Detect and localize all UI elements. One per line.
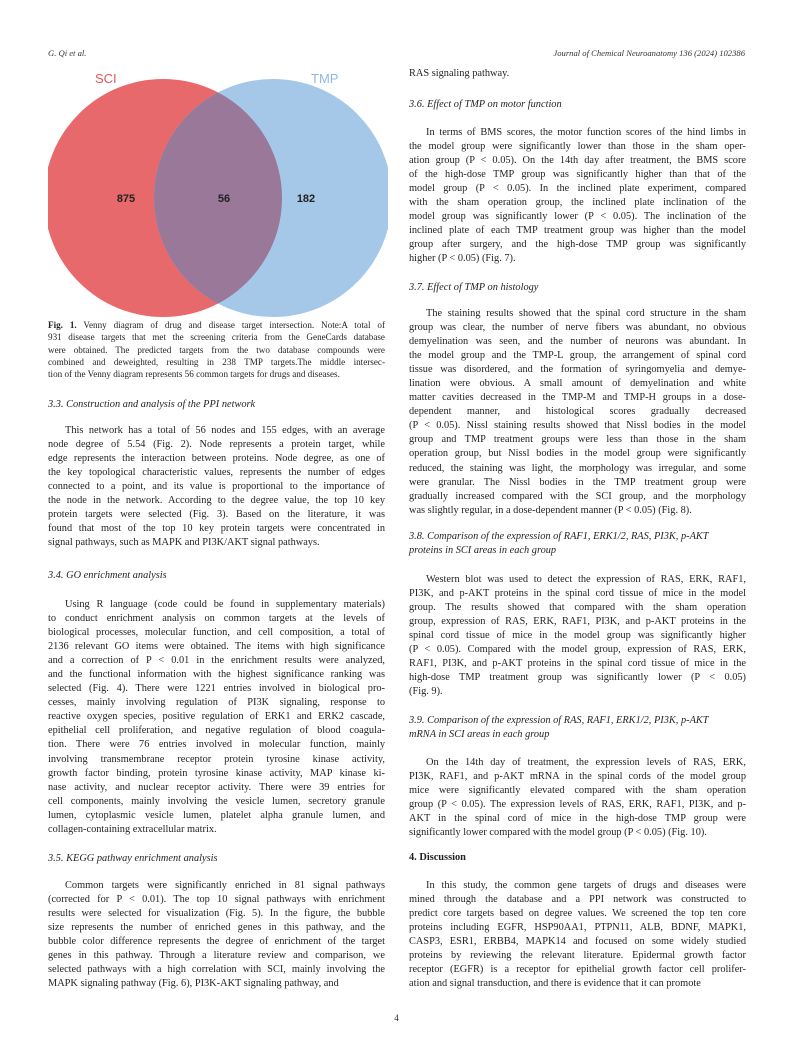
text-line: epithelial cell proliferation, and negative regulation of blood coagula- <box>48 725 385 737</box>
venn-label-tmp: TMP <box>311 71 339 86</box>
section-title-line: mRNA in SCI areas in each group <box>409 729 550 740</box>
text-line: with the sham operation group, the inclined plate inclination of the <box>409 197 746 209</box>
text-line: Common targets were significantly enriched in 81 signal pathways <box>65 880 385 891</box>
text-line: group was clear, the number of nerve fibers was abundant, no obvious <box>409 322 746 334</box>
text-line: the model group were significantly lower than those in the sham oper- <box>409 141 746 153</box>
section-title-3-5: 3.5. KEGG pathway enrichment analysis <box>48 853 218 864</box>
text-line: genes in this pathway. Through a literature review and comparison, we <box>48 950 385 962</box>
section-title-line: proteins in SCI areas in each group <box>409 545 557 556</box>
text-line: operation group, but Nissl bodies in the model group were significantly <box>409 448 746 460</box>
text-line: significantly lower compared with the model group (P < 0.05) (Fig. 10). <box>409 827 707 839</box>
text-line: signal pathways, such as MAPK and PI3K/AKT signal pathways. <box>48 537 320 549</box>
text-line: mice were significantly elevated compared with the sham operation <box>409 785 746 797</box>
text-line: In this study, the common gene targets of drugs and diseases were <box>426 880 746 891</box>
section-title-line: 3.9. Comparison of the expression of RAS, RAF1, ERK1/2, PI3K, p-AKT <box>409 715 709 726</box>
paragraph-3-8 <box>409 573 746 699</box>
text-line: high-dose TMP treatment group was significantly lower (P < 0.05) <box>409 672 746 684</box>
text-line: group. The results showed that compared with the sham operation <box>409 602 746 614</box>
text-line: nase activity, and nuclear receptor activity. There were 39 entries for <box>48 781 385 793</box>
text-line: to conduct enrichment analysis on common targets at the levels of <box>48 613 385 625</box>
text-line: cell components, mainly involving the vesicle lumen, secretory granule <box>48 795 385 807</box>
section-title-3-8 <box>409 530 746 558</box>
text-line: matter cavities decreased in the TMP-M and TMP-H groups in a dose- <box>409 392 746 404</box>
venn-count-overlap: 56 <box>217 193 231 205</box>
paragraph-3-6 <box>409 126 746 266</box>
caption-line: were obtained. The predicted targets from the two database compounds were <box>48 344 385 355</box>
text-line: proteins by reviewing the relevant literature. Epidermal growth factor <box>409 950 746 962</box>
figure-caption: Fig. 1. Venny diagram of drug and disease target intersection. Note:A total of 931 disease targets that met the screening criteria from the GeneCards database were obtained. The predicted targets from the two database compounds were combined and deweighted, resulting in 238 TMP targets.The middle intersec- tion of the Venny diagram represents 56 common targets for drugs and diseases. <box>48 320 386 380</box>
text-line: In terms of BMS scores, the motor function scores of the hind limbs in <box>426 127 746 138</box>
venn-diagram <box>48 65 388 335</box>
text-line: demyelination was seen, and the number of neurons was abundant. In <box>409 336 746 348</box>
running-header-authors: G. Qi et al. <box>48 48 87 58</box>
text-line: selected pathways with a high correlation with SCI, mainly involving the <box>48 964 385 976</box>
text-line: involving transmembrane receptor protein tyrosine kinase activity, <box>48 753 385 765</box>
section-title-3-9 <box>409 714 746 742</box>
text-line: (P < 0.05). Nissl staining results showed that Nissl bodies in the model <box>409 420 746 432</box>
text-line: proteins including EGFR, HSP90AA1, PTPN11, ALB, BDNF, MAPK1, <box>409 922 746 934</box>
text-line: and the functional information with the highest significance ranking was <box>48 669 385 681</box>
text-line: gradually increased compared with the SCI group, and the morphology <box>409 490 746 502</box>
text-line: the model group and the TMP-L group, the arrangement of spinal cord <box>409 350 746 362</box>
text-line: dependent manner, and histological scores gradually decreased <box>409 406 746 418</box>
caption-line: Venny diagram of drug and disease target intersection. Note:A total of <box>83 320 386 330</box>
text-line: lumen, cytoplasmic vesicle lumen, platelet alpha granule lumen, and <box>48 809 385 821</box>
text-line: biological processes, molecular function, and cell composition, a total of <box>48 627 385 639</box>
text-line: size represents the number of enriched genes in this pathway, and the <box>48 922 385 934</box>
text-line: node degree of 5.54 (Fig. 2). Node represents a protein target, while <box>48 439 385 451</box>
text-line: group, expression of RAS, ERK, RAF1, PI3K, and p-AKT proteins in the <box>409 616 746 628</box>
page-number: 4 <box>394 1013 399 1023</box>
text-line: group and TMP treatment groups were less than those in the sham <box>409 434 746 446</box>
text-line: group (P < 0.05). The expression levels of RAS, ERK, RAF1, PI3K, and p- <box>409 799 746 811</box>
text-line: the key topological characteristic values, represents the number of edges <box>48 467 385 479</box>
text-line: found that most of the top 10 key protein targets were concentrated in <box>48 523 385 535</box>
text-line: collagen-containing extracellular matrix. <box>48 823 217 835</box>
text-line: spinal cord tissue of mice in the model group was significantly higher <box>409 630 746 642</box>
text-line: MAPK signaling pathway (Fig. 6), PI3K-AKT signaling pathway, and <box>48 978 339 990</box>
text-line: predict core targets based on degree values. We screened the top ten core <box>409 908 746 920</box>
text-line: (corrected for P < 0.01). The top 10 signal pathways with enrichment <box>48 894 385 906</box>
paragraph-4 <box>409 879 746 991</box>
text-line: model group was significantly lower (P < 0.05). The inclination of the <box>409 211 746 223</box>
paragraph-3-7 <box>409 307 746 518</box>
text-line: tion. There were 76 entries involved in molecular function, mainly <box>48 739 385 751</box>
text-line: (Fig. 9). <box>409 686 443 698</box>
caption-line: 931 disease targets that met the screening criteria from the GeneCards database <box>48 332 385 343</box>
text-line: edge represents the interaction between proteins. Node degree, as one of <box>48 453 385 465</box>
section-title-4: 4. Discussion <box>409 852 466 863</box>
text-line: CASP3, ESR1, ERBB4, MAPK14 and focused on some widely studied <box>409 936 746 948</box>
text-line: The staining results showed that the spinal cord structure in the sham <box>426 308 746 319</box>
text-line: of the high-dose TMP group was significantly higher than that of the <box>409 169 746 181</box>
text-line: cesses, mainly involving regulation of PI3K signaling, response to <box>48 697 385 709</box>
text-line: model group (P < 0.05). In the inclined plate experiment, compared <box>409 183 746 195</box>
section-title-3-7: 3.7. Effect of TMP on histology <box>409 282 539 293</box>
paragraph-3-5 <box>48 879 385 991</box>
text-line: growth factor binding, protein tyrosine kinase activity, MAP kinase ki- <box>48 767 385 779</box>
text-line: RAF1, PI3K, and p-AKT proteins in the spinal cord tissue of mice in the <box>409 658 746 670</box>
section-title-3-4: 3.4. GO enrichment analysis <box>48 570 167 581</box>
text-line: 2136 relevant GO items were obtained. The items with high significance <box>48 641 385 653</box>
venn-count-tmp: 182 <box>296 193 316 205</box>
section-title-3-6: 3.6. Effect of TMP on motor function <box>409 99 562 110</box>
text-line: Western blot was used to detect the expression of RAS, ERK, RAF1, <box>426 574 746 585</box>
paragraph-3-9 <box>409 756 746 840</box>
text-line: receptor (EGFR) is a receptor for epithelial growth factor cell prolifer- <box>409 964 746 976</box>
text-line: PI3K, RAF1, and p-AKT mRNA in the spinal cords of the model group <box>409 771 746 783</box>
text-line: the node in the network. According to the degree value, the top 10 key <box>48 495 385 507</box>
text-line: ation group (P < 0.05). On the 14th day after treatment, the BMS score <box>409 155 746 167</box>
text-line: lination were obvious. A small amount of demyelination and white <box>409 378 746 390</box>
text-line: and a correction of P < 0.01 in the enrichment results were analyzed, <box>48 655 385 667</box>
text-line: (P < 0.05). Compared with the model group, expression of RAS, ERK, <box>409 644 746 656</box>
venn-label-sci: SCI <box>95 71 117 86</box>
text-line: protein targets were selected (Fig. 3). Based on the literature, it was <box>48 509 385 521</box>
text-line: inclined plate of each TMP treatment group was higher than the model <box>409 225 746 237</box>
text-line: AKT in the spinal cord of mice in the high-dose TMP group were <box>409 813 746 825</box>
text-line: Using R language (code could be found in supplementary materials) <box>65 599 385 610</box>
text-line: were granular. The Nissl bodies in the TMP treatment group were <box>409 476 746 488</box>
text-line: This network has a total of 56 nodes and 155 edges, with an average <box>65 425 385 436</box>
text-line: bubble color difference represents the degree of enrichment of the target <box>48 936 385 948</box>
running-header-journal: Journal of Chemical Neuroanatomy 136 (2024) 102386 <box>553 48 745 58</box>
text-line: tissue was disordered, and the formation of syringomyelia and demye- <box>409 364 746 376</box>
text-line: selected (Fig. 4). There were 1221 entries involved in biological pro- <box>48 683 385 695</box>
text-line: reactive oxygen species, positive regulation of ERK1 and ERK2 cascade, <box>48 711 385 723</box>
text-line: was slightly regular, in a dose-dependent manner (P < 0.05) (Fig. 8). <box>409 504 692 516</box>
text-line: ation and signal transduction, and there is evidence that it can promote <box>409 978 701 990</box>
text-line: PI3K, and p-AKT proteins in the spinal cord tissue of mice in the model <box>409 588 746 600</box>
venn-count-sci: 875 <box>116 193 136 205</box>
paragraph-3-4 <box>48 598 385 837</box>
text-line: RAS signaling pathway. <box>409 68 510 79</box>
text-line: connected to a point, and its value is proportional to the importance of <box>48 481 385 493</box>
caption-line: combined and deweighted, resulting in 238 TMP targets.The middle intersec- <box>48 356 385 367</box>
text-line: higher (P < 0.05) (Fig. 7). <box>409 253 516 265</box>
text-line: results were selected for visualization (Fig. 5). In the figure, the bubble <box>48 908 385 920</box>
section-title-3-3: 3.3. Construction and analysis of the PPI network <box>48 399 256 410</box>
text-line: mined through the database and a PPI network was constructed to <box>409 894 746 906</box>
text-line: reduced, the staining was light, the morphology was irregular, and some <box>409 462 746 474</box>
text-line: On the 14th day of treatment, the expression levels of RAS, ERK, <box>426 757 746 768</box>
text-line: group after surgery, and the high-dose TMP group was significantly <box>409 239 746 251</box>
paragraph-3-3 <box>48 424 385 550</box>
caption-line: tion of the Venny diagram represents 56 common targets for drugs and diseases. <box>48 369 340 380</box>
section-title-line: 3.8. Comparison of the expression of RAF1, ERK1/2, RAS, PI3K, p-AKT <box>409 531 709 542</box>
paragraph-continued <box>409 67 746 81</box>
